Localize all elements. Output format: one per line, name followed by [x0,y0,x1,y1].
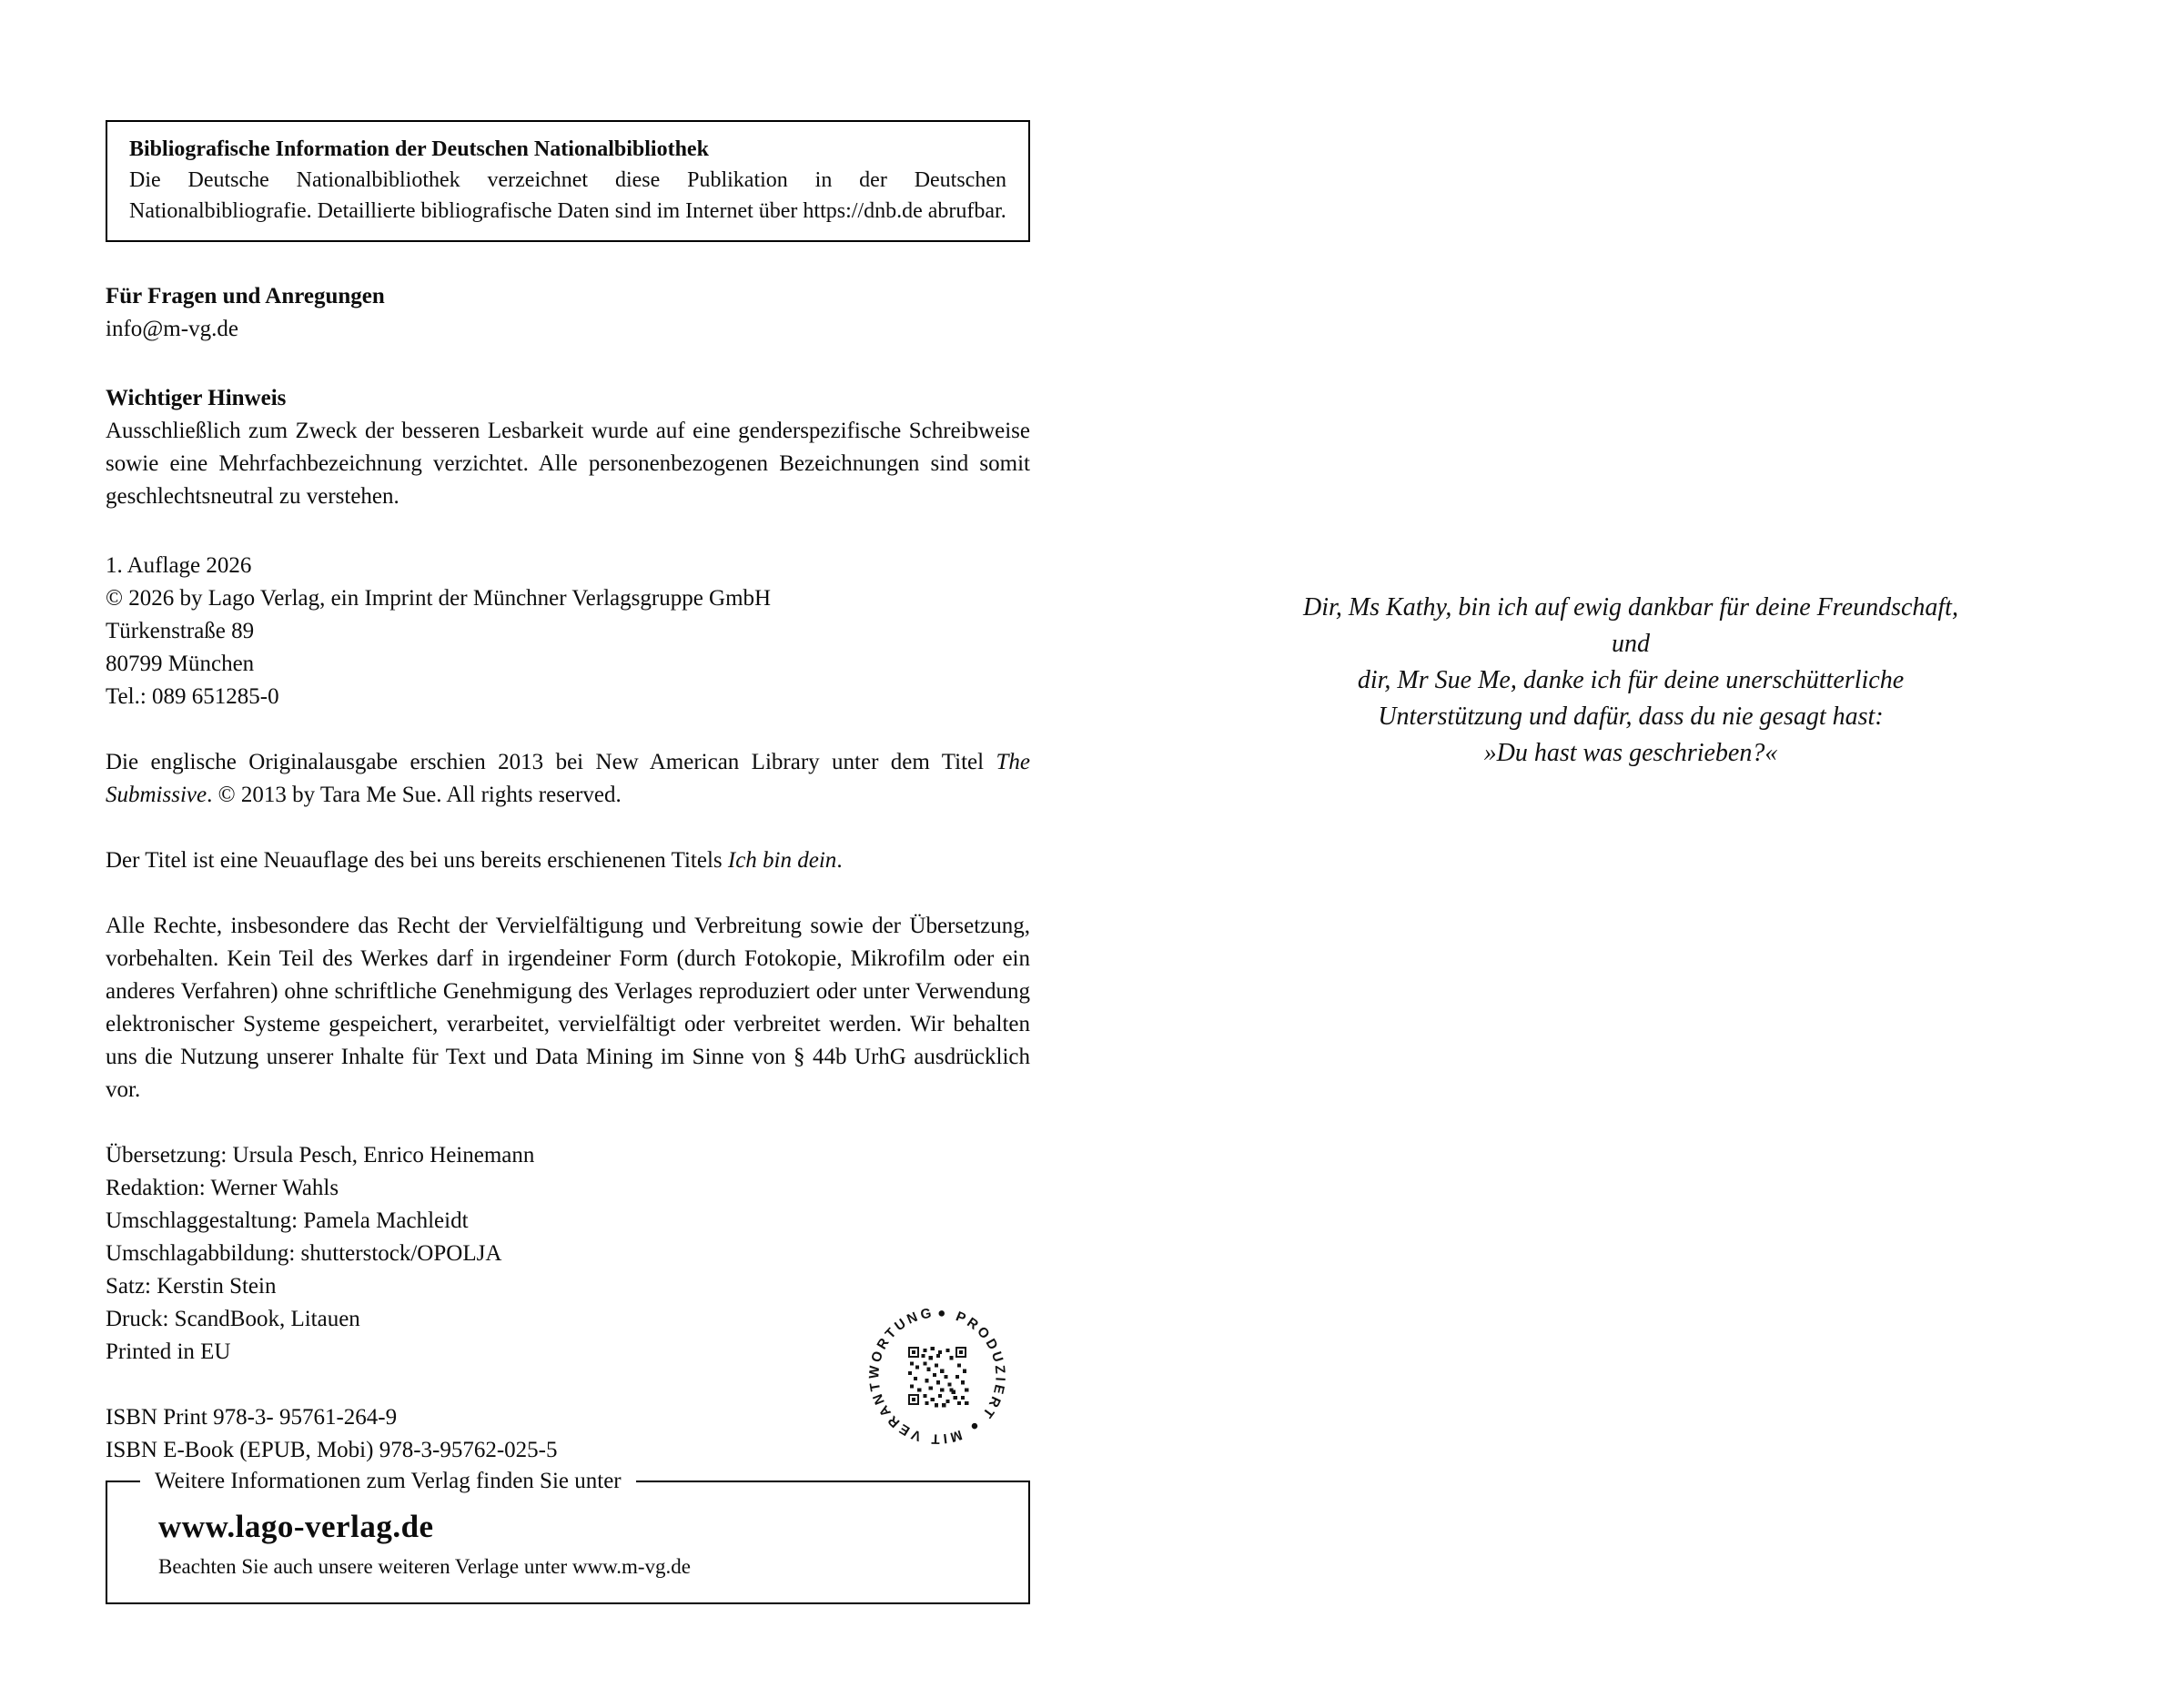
dedication-line: dir, Mr Sue Me, danke ich für deine unerschütterliche [1357,666,1905,694]
edition-line: © 2026 by Lago Verlag, ein Imprint der Münchner Verlagsgruppe GmbH [106,586,772,611]
publisher-note: Beachten Sie auch unsere weiteren Verlage unter www.m-vg.de [158,1555,691,1578]
publisher-info-box [106,1469,1030,1604]
original-edition-paragraph [106,746,1030,812]
notice-heading: Wichtiger Hinweis [106,386,287,410]
edition-line: 80799 München [106,652,255,676]
dnb-box-body: Die Deutsche Nationalbibliothek verzeichnet diese Publikation in der Deutschen Nationalbibliografie. Detaillierte bibliografische Daten sind im Internet über https://dnb.de abrufbar. [129,168,1006,223]
isbn-print: ISBN Print 978-3- 95761-264-9 [106,1405,398,1430]
notice-block [106,382,1030,513]
contact-email: info@m-vg.de [106,317,238,341]
credits-line: Satz: Kerstin Stein [106,1274,277,1299]
original-edition-text: Die englische Originalausgabe erschien 2013 bei New American Library unter dem Titel [106,750,996,774]
rights-paragraph: Alle Rechte, insbesondere das Recht der Vervielfältigung und Verbreitung sowie der Übersetzung, vorbehalten. Kein Teil des Werkes darf in irgendeiner Form (durch Fotokopie, Mikrofilm oder ein anderes Verfahren) ohne schriftliche Genehmigung des Verlages reproduziert oder unter Verwendung elektronischer Systeme gespeichert, verarbeitet, vervielfältigt oder verbreitet werden. Wir behalten uns die Nutzung unserer Inhalte für Text und Data Mining im Sinne von § 44b UrhG ausdrücklich vor. [106,914,1030,1102]
edition-block [106,550,1030,713]
imprint-page [106,120,1030,1500]
publisher-box-legend: Weitere Informationen zum Verlag finden Sie unter [140,1465,636,1498]
credits-line: Übersetzung: Ursula Pesch, Enrico Heinemann [106,1143,535,1167]
dedication-line: Dir, Ms Kathy, bin ich auf ewig dankbar für deine Freundschaft, [1303,593,1958,622]
credits-line: Printed in EU [106,1339,231,1364]
original-title: The Submissive [106,750,1030,807]
edition-line: Türkenstraße 89 [106,619,255,643]
credits-line: Redaktion: Werner Wahls [106,1176,339,1200]
reissue-title: Ich bin dein [727,848,837,873]
production-seal [866,1305,1008,1447]
credits-line: Umschlagabbildung: shutterstock/OPOLJA [106,1241,502,1266]
reissue-paragraph [106,844,1030,877]
dedication-line: »Du hast was geschrieben?« [1483,739,1778,767]
publisher-url: www.lago-verlag.de [158,1509,434,1544]
svg-text:● PRODUZIERT ● MIT VERANTWORTU [867,1306,1007,1446]
credits-line: Druck: ScandBook, Litauen [106,1307,360,1331]
dnb-box-title: Bibliografische Information der Deutschen Nationalbibliothek [129,137,709,161]
dedication-line: Unterstützung und dafür, dass du nie gesagt hast: [1378,702,1884,731]
edition-line: 1. Auflage 2026 [106,553,252,578]
credits-line: Umschlaggestaltung: Pamela Machleidt [106,1208,469,1233]
original-edition-rights: . © 2013 by Tara Me Sue. All rights reserved. [207,783,622,807]
seal-text: ● PRODUZIERT ● MIT VERANTWORTUNG [866,1305,1008,1447]
edition-line: Tel.: 089 651285-0 [106,684,279,709]
dnb-info-box [106,120,1030,242]
dedication [1256,590,2006,772]
reissue-text: Der Titel ist eine Neuauflage des bei uns bereits erschienenen Titels [106,848,728,873]
contact-heading: Für Fragen und Anregungen [106,284,385,308]
notice-body: Ausschließlich zum Zweck der besseren Lesbarkeit wurde auf eine genderspezifische Schreibweise sowie eine Mehrfachbezeichnung verzichtet. Alle personenbezogenen Bezeichnungen sind somit geschlechtsneutral zu verstehen. [106,419,1030,509]
isbn-ebook: ISBN E-Book (EPUB, Mobi) 978-3-95762-025-5 [106,1438,558,1462]
reissue-period: . [836,848,843,873]
qr-code-icon [908,1347,969,1408]
contact-block [106,280,1030,346]
dedication-line: und [1612,630,1650,658]
